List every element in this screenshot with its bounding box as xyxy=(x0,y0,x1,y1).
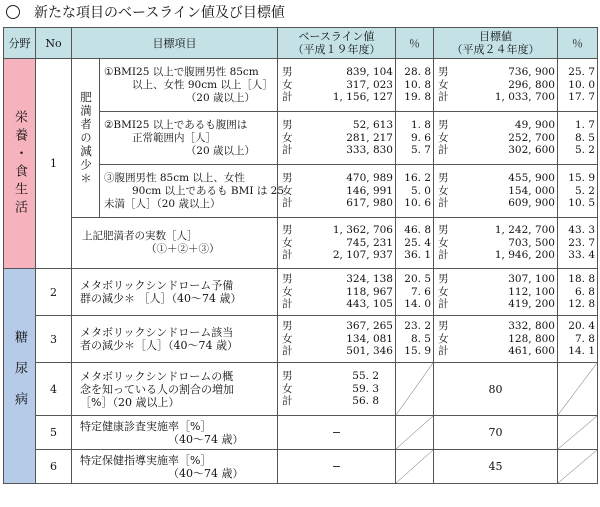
target-pct: 20. 4 7. 8 14. 1 xyxy=(558,316,598,363)
slash-icon xyxy=(396,363,433,415)
table-row xyxy=(4,269,598,316)
row-no: 2 xyxy=(36,269,72,316)
header-pct2: ％ xyxy=(558,28,598,59)
item-label: メタボリックシンドローム予備 群の減少＊ ［人］（40〜74 歳） xyxy=(72,269,278,316)
sub-category: 肥満者の減少＊ xyxy=(72,59,100,218)
target-values: 男 307, 100 女 112, 100 計 419, 200 xyxy=(434,269,558,316)
baseline-values: 男 839, 104 女 317, 023 計 1, 156, 127 xyxy=(278,59,396,112)
page-title xyxy=(6,2,285,24)
item-label: ①BMI25 以上で腹囲男性 85cm 以上、女性 90cm 以上［人］ （20 歳以上） xyxy=(100,59,278,112)
baseline-pct: 46. 8 25. 4 36. 1 xyxy=(396,218,434,269)
slash-icon xyxy=(558,416,597,449)
row-no: 4 xyxy=(36,363,72,416)
category-nutrition: 栄養・食生活 xyxy=(4,59,36,269)
baseline-value: − xyxy=(278,416,396,450)
not-applicable-cell xyxy=(396,416,434,450)
baseline-pct: 16. 2 5. 0 10. 6 xyxy=(396,165,434,218)
baseline-values: 男 55. 2 女 59. 3 計 56. 8 xyxy=(278,363,396,416)
header-field: 分野 xyxy=(4,28,36,59)
header-no: No xyxy=(36,28,72,59)
baseline-pct: 1. 8 9. 6 5. 7 xyxy=(396,112,434,165)
baseline-values: 男 324, 138 女 118, 967 計 443, 105 xyxy=(278,269,396,316)
target-values: 男 49, 900 女 252, 700 計 302, 600 xyxy=(434,112,558,165)
header-baseline: ベースライン値 （平成１９年度） xyxy=(278,28,396,59)
not-applicable-cell xyxy=(558,416,598,450)
not-applicable-cell xyxy=(396,363,434,416)
baseline-values: 男 367, 265 女 134, 081 計 501, 346 xyxy=(278,316,396,363)
item-label: ③腹囲男性 85cm 以上、女性 90cm 以上であるも BMI は 25 未満［人］（20 歳以上） xyxy=(100,165,278,218)
target-values: 男 455, 900 女 154, 000 計 609, 900 xyxy=(434,165,558,218)
baseline-pct: 23. 2 8. 5 15. 9 xyxy=(396,316,434,363)
item-label: 上記肥満者の実数［人］ （①＋②＋③） xyxy=(72,218,278,269)
row-no: 5 xyxy=(36,416,72,450)
table-row xyxy=(4,363,598,416)
table-row xyxy=(4,450,598,484)
slash-icon xyxy=(558,363,597,415)
item-label: メタボリックシンドローム該当 者の減少＊［人］（40〜74 歳） xyxy=(72,316,278,363)
baseline-values: 男 52, 613 女 281, 217 計 333, 830 xyxy=(278,112,396,165)
baseline-pct: 28. 8 10. 8 19. 8 xyxy=(396,59,434,112)
slash-icon xyxy=(396,416,433,449)
target-pct: 43. 3 23. 7 33. 4 xyxy=(558,218,598,269)
not-applicable-cell xyxy=(558,363,598,416)
row-no: 1 xyxy=(36,59,72,269)
target-table xyxy=(3,27,598,484)
target-values: 男 736, 900 女 296, 800 計 1, 033, 700 xyxy=(434,59,558,112)
target-value: 70 xyxy=(434,416,558,450)
slash-icon xyxy=(396,450,433,483)
circle-bullet-icon xyxy=(6,5,20,19)
baseline-value: − xyxy=(278,450,396,484)
header-row xyxy=(4,28,598,59)
table-row xyxy=(4,59,598,112)
baseline-values: 男 470, 989 女 146, 991 計 617, 980 xyxy=(278,165,396,218)
target-value: 45 xyxy=(434,450,558,484)
item-label: メタボリックシンドロームの概 念を知っている人の割合の増加 ［%］（20 歳以上） xyxy=(72,363,278,416)
target-values: 男 332, 800 女 128, 800 計 461, 600 xyxy=(434,316,558,363)
target-pct: 18. 8 6. 8 12. 8 xyxy=(558,269,598,316)
not-applicable-cell xyxy=(396,450,434,484)
target-value: 80 xyxy=(434,363,558,416)
target-pct: 25. 7 10. 0 17. 7 xyxy=(558,59,598,112)
baseline-pct: 20. 5 7. 6 14. 0 xyxy=(396,269,434,316)
row-no: 6 xyxy=(36,450,72,484)
page-title-text: 新たな項目のベースライン値及び目標値 xyxy=(34,5,285,21)
header-pct: ％ xyxy=(396,28,434,59)
item-label: 特定健康診査実施率［%］ （40〜74 歳） xyxy=(72,416,278,450)
slash-icon xyxy=(558,450,597,483)
table-row xyxy=(4,416,598,450)
baseline-values: 男 1, 362, 706 女 745, 231 計 2, 107, 937 xyxy=(278,218,396,269)
target-pct: 1. 7 8. 5 5. 2 xyxy=(558,112,598,165)
target-pct: 15. 9 5. 2 10. 5 xyxy=(558,165,598,218)
table-row xyxy=(4,218,598,269)
row-no: 3 xyxy=(36,316,72,363)
item-label: 特定保健指導実施率［%］ （40〜74 歳） xyxy=(72,450,278,484)
item-label: ②BMI25 以上であるも腹囲は 正常範囲内［人］ （20 歳以上） xyxy=(100,112,278,165)
target-values: 男 1, 242, 700 女 703, 500 計 1, 946, 200 xyxy=(434,218,558,269)
not-applicable-cell xyxy=(558,450,598,484)
table-row xyxy=(4,316,598,363)
header-item: 目標項目 xyxy=(72,28,278,59)
header-target: 目標値 （平成２４年度） xyxy=(434,28,558,59)
category-diabetes: 糖尿病 xyxy=(4,269,36,484)
